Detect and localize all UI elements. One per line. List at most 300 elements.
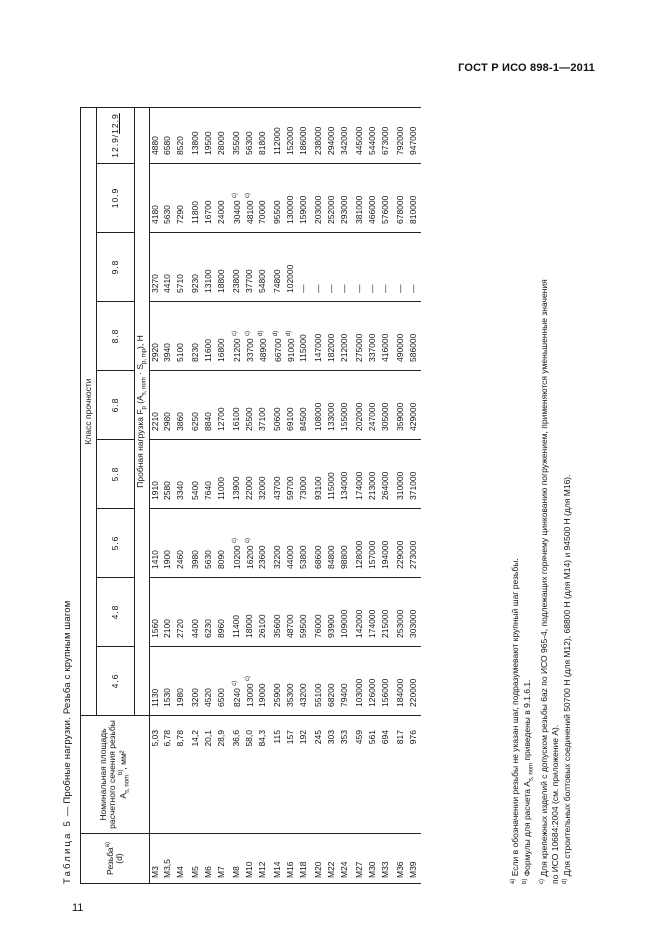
load-value: 174000 — [354, 471, 364, 500]
load-value: 8240 — [231, 688, 242, 707]
load-cell — [392, 647, 408, 716]
load-cell — [244, 233, 257, 302]
load-value: 55100 — [313, 683, 323, 707]
load-cell — [298, 108, 311, 164]
load-value: 337000 — [367, 333, 377, 362]
thread-cell: M5 — [187, 834, 203, 884]
load-cell — [175, 233, 188, 302]
footnote-c-continued: по ИСО 10684:2004 (см. приложение А). — [549, 724, 560, 884]
area-header-line2: расчетного сечения резьбы — [107, 720, 118, 829]
load-value: 252000 — [326, 195, 336, 224]
area-cell: 5,03 — [150, 716, 163, 834]
table-caption — [62, 601, 73, 885]
load-value: 43700 — [272, 476, 282, 500]
area-cell: 58,0 — [244, 716, 257, 834]
load-cell — [285, 440, 298, 509]
load-cell — [351, 233, 367, 302]
load-value: 11000 — [215, 476, 226, 500]
load-cell — [285, 509, 298, 578]
load-cell — [408, 371, 421, 440]
load-cell — [187, 302, 203, 371]
load-cell — [257, 108, 270, 164]
load-footnote-ref: d) — [273, 330, 279, 336]
class-header: 4.6 — [97, 647, 135, 716]
load-value: 84500 — [297, 407, 308, 431]
load-value: 3200 — [190, 688, 200, 707]
table-row — [187, 108, 203, 884]
load-cell — [150, 509, 163, 578]
load-cell — [380, 440, 393, 509]
load-value: 152000 — [285, 126, 295, 155]
load-value: 2460 — [174, 550, 185, 569]
load-cell — [269, 647, 285, 716]
load-value: 3980 — [190, 550, 200, 569]
load-cell — [408, 647, 421, 716]
area-header-unit: , мм² — [117, 750, 128, 770]
load-cell — [175, 302, 188, 371]
load-value: 23600 — [256, 545, 267, 569]
load-cell — [269, 302, 285, 371]
thread-cell: M30 — [367, 834, 380, 884]
load-cell — [187, 578, 203, 647]
load-cell — [326, 647, 339, 716]
thread-header-note: a) — [104, 842, 111, 848]
load-value: 466000 — [367, 195, 377, 224]
load-value: 103000 — [354, 678, 364, 707]
load-value: 303000 — [408, 609, 418, 638]
footnote-mark: d) — [562, 878, 569, 884]
load-cell — [310, 302, 326, 371]
load-value: 73000 — [297, 476, 308, 500]
load-value: 273000 — [408, 540, 418, 569]
load-value: 213000 — [367, 471, 377, 500]
load-value: 416000 — [379, 333, 390, 362]
load-value: 159000 — [297, 195, 308, 224]
load-cell — [310, 164, 326, 233]
load-cell — [380, 578, 393, 647]
load-cell — [408, 440, 421, 509]
load-cell — [150, 440, 163, 509]
load-value: 490000 — [395, 333, 405, 362]
load-cell — [392, 371, 408, 440]
load-value: 8840 — [203, 412, 213, 431]
load-cell — [326, 302, 339, 371]
load-value: 25500 — [244, 407, 254, 431]
load-value: 98800 — [338, 545, 349, 569]
load-value: 108000 — [313, 402, 323, 431]
load-cell — [175, 108, 188, 164]
load-value: 56300 — [244, 131, 254, 155]
load-value: 5630 — [162, 205, 172, 224]
load-value: 32200 — [272, 545, 282, 569]
load-value: 130000 — [285, 195, 295, 224]
load-value: 3340 — [174, 481, 185, 500]
load-value: 6580 — [162, 136, 172, 155]
load-cell — [244, 164, 257, 233]
table-row — [257, 108, 270, 884]
load-cell — [392, 440, 408, 509]
load-value: 3940 — [162, 343, 172, 362]
load-value: 37100 — [256, 407, 267, 431]
load-value: — — [354, 284, 364, 293]
load-value: 1560 — [150, 619, 160, 638]
load-value: 43200 — [297, 683, 308, 707]
load-cell — [326, 440, 339, 509]
area-cell: 8,78 — [175, 716, 188, 834]
table-row — [228, 108, 244, 884]
load-cell — [150, 302, 163, 371]
area-header-sub: s, nom — [124, 774, 131, 793]
load-cell — [269, 509, 285, 578]
load-value: — — [338, 284, 349, 293]
load-value: 112000 — [272, 127, 282, 155]
load-cell — [367, 302, 380, 371]
load-value: 2980 — [162, 412, 172, 431]
load-cell — [228, 233, 244, 302]
thread-cell: M6 — [203, 834, 216, 884]
load-cell — [269, 233, 285, 302]
load-cell — [339, 302, 352, 371]
load-cell — [187, 509, 203, 578]
load-value: 5710 — [174, 274, 185, 293]
load-cell — [298, 509, 311, 578]
table-row — [326, 108, 339, 884]
footnote-mark: a) — [510, 878, 516, 884]
load-value: 126000 — [367, 678, 377, 707]
load-value: 59700 — [285, 476, 295, 500]
load-cell — [285, 108, 298, 164]
load-cell — [216, 371, 229, 440]
load-value: 8960 — [215, 619, 226, 638]
load-value: 238000 — [313, 126, 323, 155]
load-cell — [203, 233, 216, 302]
footnote-c — [537, 84, 549, 884]
load-cell — [298, 578, 311, 647]
load-value: 6500 — [215, 688, 226, 707]
table-row — [380, 108, 393, 884]
load-value: 70000 — [256, 200, 267, 224]
load-value: 50600 — [272, 407, 282, 431]
area-cell: 459 — [351, 716, 367, 834]
load-value: 1900 — [162, 550, 172, 569]
load-value: 16800 — [215, 338, 226, 362]
load-value: 576000 — [379, 195, 390, 224]
load-value: 128000 — [354, 540, 364, 569]
load-value: 23800 — [231, 269, 241, 293]
load-cell — [216, 108, 229, 164]
footnote-mark: c) — [539, 879, 546, 884]
footnote-text: Если в обозначении резьбы не указан шаг, подразумевают крупный шаг резьбы. — [509, 558, 520, 879]
load-cell — [228, 302, 244, 371]
load-value: 24000 — [215, 200, 226, 224]
load-cell — [367, 647, 380, 716]
load-value: 93900 — [326, 614, 336, 638]
load-value: 2580 — [162, 481, 172, 500]
class-header: 9.8 — [97, 233, 135, 302]
load-value: 4520 — [203, 688, 213, 707]
load-value: 18000 — [244, 614, 254, 638]
load-cell — [326, 509, 339, 578]
area-cell: 20,1 — [203, 716, 216, 834]
load-value: 2920 — [150, 343, 160, 362]
load-value: 310000 — [395, 471, 405, 500]
load-value: 13900 — [231, 476, 241, 500]
load-value: 294000 — [326, 126, 336, 155]
table-row — [339, 108, 352, 884]
load-value: 5400 — [190, 481, 200, 500]
class-header: 4.8 — [97, 578, 135, 647]
load-footnote-ref: c) — [245, 537, 251, 543]
load-value: 16100 — [231, 407, 241, 431]
load-cell — [392, 578, 408, 647]
thread-cell: M14 — [269, 834, 285, 884]
load-cell — [392, 509, 408, 578]
load-footnote-ref: c) — [232, 680, 238, 686]
load-value: 3860 — [174, 412, 185, 431]
load-cell — [269, 108, 285, 164]
load-cell — [392, 108, 408, 164]
table-row — [392, 108, 408, 884]
footnote-text: приведены в 9.1.6.1. — [522, 679, 533, 763]
load-cell — [216, 440, 229, 509]
load-cell — [285, 371, 298, 440]
load-cell — [162, 509, 175, 578]
load-cell — [380, 647, 393, 716]
load-value: 4410 — [162, 274, 172, 293]
load-cell — [257, 302, 270, 371]
load-cell — [257, 647, 270, 716]
area-cell: 817 — [392, 716, 408, 834]
load-cell — [162, 647, 175, 716]
load-value: 182000 — [326, 333, 336, 362]
load-cell — [339, 509, 352, 578]
table-row — [269, 108, 285, 884]
load-cell — [351, 302, 367, 371]
table-caption-label: Таблица 5 — [62, 819, 73, 884]
load-value: 37700 — [244, 269, 254, 293]
load-cell — [351, 440, 367, 509]
load-cell — [310, 578, 326, 647]
load-value: 445000 — [354, 126, 364, 155]
standard-designation: ГОСТ Р ИСО 898-1—2011 — [458, 62, 595, 74]
load-value: — — [408, 284, 418, 293]
thread-cell: M12 — [257, 834, 270, 884]
load-value: 21200 — [231, 338, 242, 362]
load-value: 109000 — [338, 609, 349, 638]
load-value: 115000 — [297, 334, 308, 362]
thread-cell: M27 — [351, 834, 367, 884]
load-cell — [298, 371, 311, 440]
load-cell — [392, 302, 408, 371]
load-footnote-ref: d) — [286, 330, 292, 336]
load-cell — [367, 509, 380, 578]
thread-cell: M3,5 — [162, 834, 175, 884]
load-value: 5630 — [203, 550, 213, 569]
load-value: 4400 — [190, 619, 200, 638]
table-row — [244, 108, 257, 884]
load-cell — [339, 164, 352, 233]
load-cell — [408, 233, 421, 302]
load-value: — — [379, 284, 390, 293]
area-header — [81, 716, 150, 834]
load-cell — [310, 233, 326, 302]
load-cell — [187, 108, 203, 164]
table-body — [150, 108, 421, 884]
load-value: 35600 — [272, 614, 282, 638]
load-cell — [187, 233, 203, 302]
area-cell: 976 — [408, 716, 421, 834]
load-value: 215000 — [379, 609, 390, 638]
proof-load-sub3: p, mp — [141, 348, 148, 364]
load-cell — [310, 647, 326, 716]
load-cell — [339, 108, 352, 164]
load-cell — [380, 302, 393, 371]
load-value: 10200 — [231, 545, 242, 569]
load-cell — [285, 578, 298, 647]
load-cell — [228, 578, 244, 647]
load-value: 13100 — [203, 269, 213, 293]
load-cell — [367, 371, 380, 440]
load-cell — [187, 164, 203, 233]
footnote-d — [560, 84, 572, 884]
load-value: 371000 — [408, 471, 418, 500]
table-row — [203, 108, 216, 884]
load-value: 33700 — [244, 338, 255, 362]
load-cell — [257, 233, 270, 302]
load-cell — [326, 371, 339, 440]
load-cell — [339, 371, 352, 440]
load-footnote-ref: c) — [232, 192, 238, 198]
load-value: 2210 — [150, 412, 160, 431]
table-row — [310, 108, 326, 884]
load-value: 155000 — [338, 402, 349, 431]
load-cell — [175, 509, 188, 578]
footnote-text: Формулы для расчета A — [522, 781, 533, 879]
class-header — [97, 108, 135, 164]
table-row — [216, 108, 229, 884]
load-cell — [244, 302, 257, 371]
load-cell — [162, 233, 175, 302]
load-cell — [310, 108, 326, 164]
load-cell — [392, 164, 408, 233]
load-cell — [203, 371, 216, 440]
class-header: 5.8 — [97, 440, 135, 509]
load-footnote-ref: c) — [245, 330, 251, 336]
class-header-plain: 12.9/ — [109, 133, 120, 158]
load-cell — [339, 647, 352, 716]
load-value: 174000 — [367, 609, 377, 638]
load-value: 35500 — [231, 131, 241, 155]
load-cell — [285, 233, 298, 302]
footnote-text: Для строительных болтовых соединений 50700 Н (для М12), 68800 Н (для М14) и 94500 Н (для М16). — [562, 474, 572, 879]
load-footnote-ref: d) — [257, 330, 264, 336]
load-value: 673000 — [379, 126, 390, 155]
load-value: 342000 — [338, 126, 349, 155]
thread-cell: M8 — [228, 834, 244, 884]
load-value: 91000 — [285, 338, 296, 362]
load-cell — [326, 233, 339, 302]
load-value: 35300 — [285, 683, 295, 707]
load-cell — [175, 371, 188, 440]
table-row — [408, 108, 421, 884]
area-cell: 157 — [285, 716, 298, 834]
load-cell — [351, 578, 367, 647]
load-value: 84800 — [326, 545, 336, 569]
load-value: 69100 — [285, 407, 295, 431]
load-value: 247000 — [367, 402, 377, 431]
load-value: 202000 — [354, 402, 364, 431]
load-cell — [298, 647, 311, 716]
load-value: 8520 — [174, 136, 185, 155]
load-value: 76000 — [313, 614, 323, 638]
load-value: 32000 — [256, 476, 267, 500]
area-cell: 245 — [310, 716, 326, 834]
load-value: 5100 — [174, 343, 185, 362]
load-value: 68600 — [313, 545, 323, 569]
table-row — [162, 108, 175, 884]
load-cell — [298, 164, 311, 233]
load-value: 8230 — [190, 343, 200, 362]
load-cell — [257, 440, 270, 509]
load-value: 11600 — [203, 338, 213, 362]
load-value: 6250 — [190, 412, 200, 431]
load-cell — [228, 440, 244, 509]
table-row — [367, 108, 380, 884]
load-value: 792000 — [395, 126, 405, 155]
area-cell: 28,9 — [216, 716, 229, 834]
load-cell — [351, 108, 367, 164]
load-value: 95500 — [272, 200, 282, 224]
load-value: 253000 — [395, 609, 405, 638]
load-value: 220000 — [408, 678, 418, 707]
thread-cell: M4 — [175, 834, 188, 884]
load-value: 2100 — [162, 619, 172, 638]
proof-load-formula2: · S — [134, 363, 145, 378]
load-cell — [175, 647, 188, 716]
load-cell — [150, 164, 163, 233]
thread-header-d: (d) — [114, 853, 125, 864]
load-cell — [380, 371, 393, 440]
load-cell — [392, 233, 408, 302]
load-cell — [257, 164, 270, 233]
load-cell — [408, 302, 421, 371]
load-cell — [203, 578, 216, 647]
load-cell — [187, 440, 203, 509]
load-value: 1980 — [174, 688, 185, 707]
load-cell — [228, 509, 244, 578]
load-cell — [298, 440, 311, 509]
load-value: 381000 — [354, 195, 364, 224]
load-cell — [187, 647, 203, 716]
area-cell: 694 — [380, 716, 393, 834]
load-value: 4880 — [150, 136, 160, 155]
footnote-mark: b) — [522, 878, 529, 884]
table-row — [351, 108, 367, 884]
load-value: — — [395, 284, 405, 293]
load-value: 3270 — [150, 274, 160, 293]
load-value: 586000 — [408, 333, 418, 362]
load-value: 81800 — [256, 131, 267, 155]
load-cell — [269, 371, 285, 440]
area-cell: 353 — [339, 716, 352, 834]
class-header: 6.8 — [97, 371, 135, 440]
load-value: 212000 — [338, 333, 349, 362]
load-cell — [244, 371, 257, 440]
load-cell — [187, 371, 203, 440]
load-cell — [380, 233, 393, 302]
load-cell — [244, 509, 257, 578]
load-cell — [228, 371, 244, 440]
